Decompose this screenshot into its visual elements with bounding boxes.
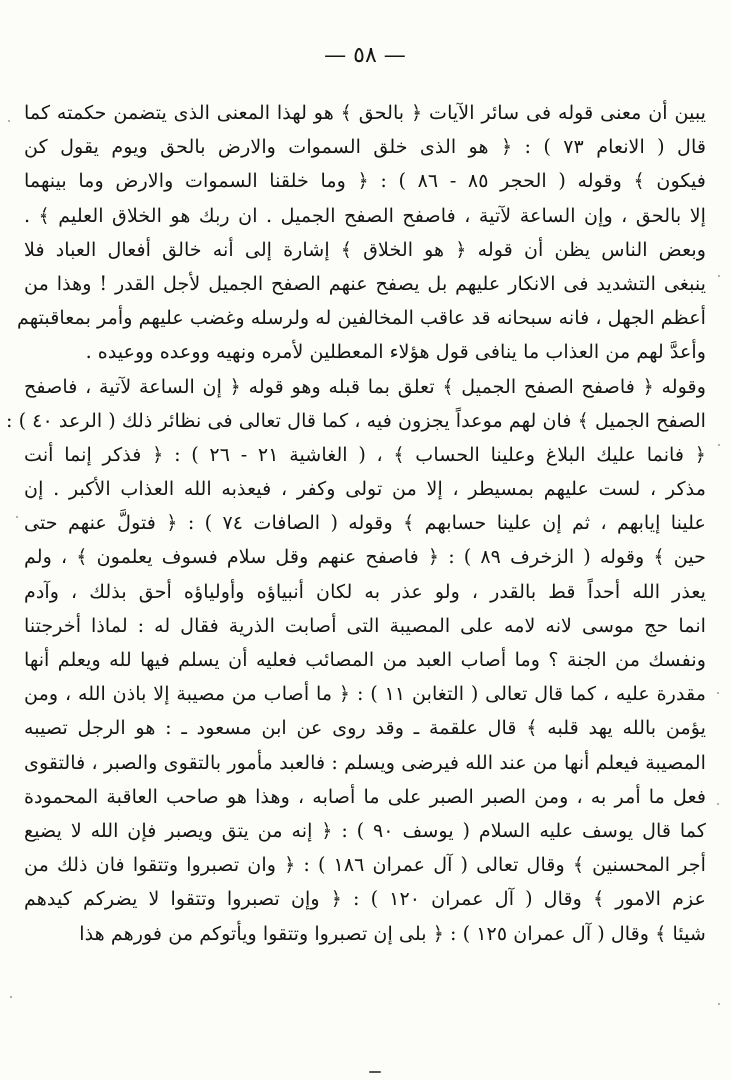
text-line: كما قال يوسف عليه السلام ( يوسف ٩٠ ) : ﴿ إنه من يتق ويصبر فإن الله لا يضيع [24,818,706,842]
scan-speck [718,1003,720,1005]
scan-speck [718,444,720,446]
text-line: أعظم الجهل ، فانه سبحانه قد عاقب المخالفين له ولرسله وغضب عليهم وأمر بمعاقبتهم [17,306,706,330]
text-line: أجر المحسنين ﴾ وقال تعالى ( آل عمران ١٨٦ ) : ﴿ وان تصبروا وتتقوا فان ذلك من [24,853,706,877]
text-line: المصيبة فيعلم أنها من عند الله فيرضى ويسلم : فالعبد مأمور بالتقوى والصبر ، فالتقوى [24,750,706,774]
text-line: إلا بالحق ، وإن الساعة لآتية ، فاصفح الصفح الجميل . ان ربك هو الخلاق العليم ﴾ . [24,203,706,227]
bottom-scan-mark [369,1071,381,1073]
text-line: يؤمن بالله يهد قلبه ﴾ قال علقمة ـ وقد روى عن ابن مسعود ـ : هو الرجل تصيبه [24,716,706,740]
text-line: يعذر الله أحداً قط بالقدر ، ولو عذر به لكان أنبياؤه وأولياؤه أحق بذلك ، وآدم [24,579,706,603]
text-line: شيئا ﴾ وقال ( آل عمران ١٢٥ ) : ﴿ بلى إن تصبروا وتتقوا ويأتوكم من فورهم هذا [79,921,706,945]
text-line: الصفح الجميل ﴾ فان لهم موعداً يجزون فيه ، كما قال تعالى فى نظائر ذلك ( الرعد ٤٠ ) : [6,408,706,432]
page-number: — ٥٨ — [324,43,406,68]
scan-speck [8,120,10,122]
text-line: ينبغى التشديد فى الانكار عليهم بل يصفح عنهم الصفح الجميل لأجل القدر ! وهذا من [24,271,706,295]
text-line: فيكون ﴾ وقوله ( الحجر ٨٥ - ٨٦ ) : ﴿ وما خلقنا السموات والارض وما بينهما [24,169,706,193]
scan-speck [717,803,719,805]
text-line: علينا إيابهم ، ثم إن علينا حسابهم ﴾ وقوله ( الصافات ٧٤ ) : ﴿ فتولَّ عنهم حتى [24,511,706,535]
scan-speck [718,275,720,277]
text-line: ﴿ فانما عليك البلاغ وعلينا الحساب ﴾ ، ( الغاشية ٢١ - ٢٦ ) : ﴿ فذكر إنما أنت [24,442,706,466]
text-line: وأعدَّ لهم من العذاب ما ينافى قول هؤلاء المعطلين لأمره ونهيه ووعده ووعيده . [85,340,706,364]
text-line: عزم الامور ﴾ وقال ( آل عمران ١٢٠ ) : ﴿ وإن تصبروا وتتقوا لا يضركم كيدهم [24,887,706,911]
text-line: انما حج موسى لانه لامه على المصيبة التى أصابت الذرية فقال له : لماذا أخرجتنا [24,613,706,637]
text-line: قال ( الانعام ٧٣ ) : ﴿ هو الذى خلق السموات والارض بالحق ويوم يقول كن [24,135,706,159]
text-line: وقوله ﴿ فاصفح الصفح الجميل ﴾ تعلق بما قبله وهو قوله ﴿ إن الساعة لآتية ، فاصفح [24,374,706,398]
text-line: مقدرة عليه ، كما قال تعالى ( التغابن ١١ ) : ﴿ ما أصاب من مصيبة إلا باذن الله ، ومن [24,682,706,706]
text-line: مذكر ، لست عليهم بمسيطر ، إلا من تولى وكفر ، فيعذبه الله العذاب الأكبر . إن [24,477,706,501]
main-text-block [6,96,707,951]
scan-speck [16,516,18,518]
text-line: يبين أن معنى قوله فى سائر الآيات ﴿ بالحق ﴾ هو لهذا المعنى الذى يتضمن حكمته كما [24,101,706,124]
scan-speck [717,692,719,694]
text-line: فعل ما أمر به ، ومن الصبر الصبر على ما أصابه ، وهذا هو صاحب العاقبة المحمودة [24,784,706,808]
text-line: حين ﴾ وقوله ( الزخرف ٨٩ ) : ﴿ فاصفح عنهم وقل سلام فسوف يعلمون ﴾ ، ولم [24,545,707,569]
scan-speck [10,996,12,998]
text-line: وبعض الناس يظن أن قوله ﴿ هو الخلاق ﴾ إشارة إلى أنه خالق أفعال العباد فلا [24,237,706,261]
text-line: ونفسك من الجنة ؟ وما أصاب العبد من المصائب فعليه أن يسلم فيها لله ويعلم أنها [24,648,706,671]
